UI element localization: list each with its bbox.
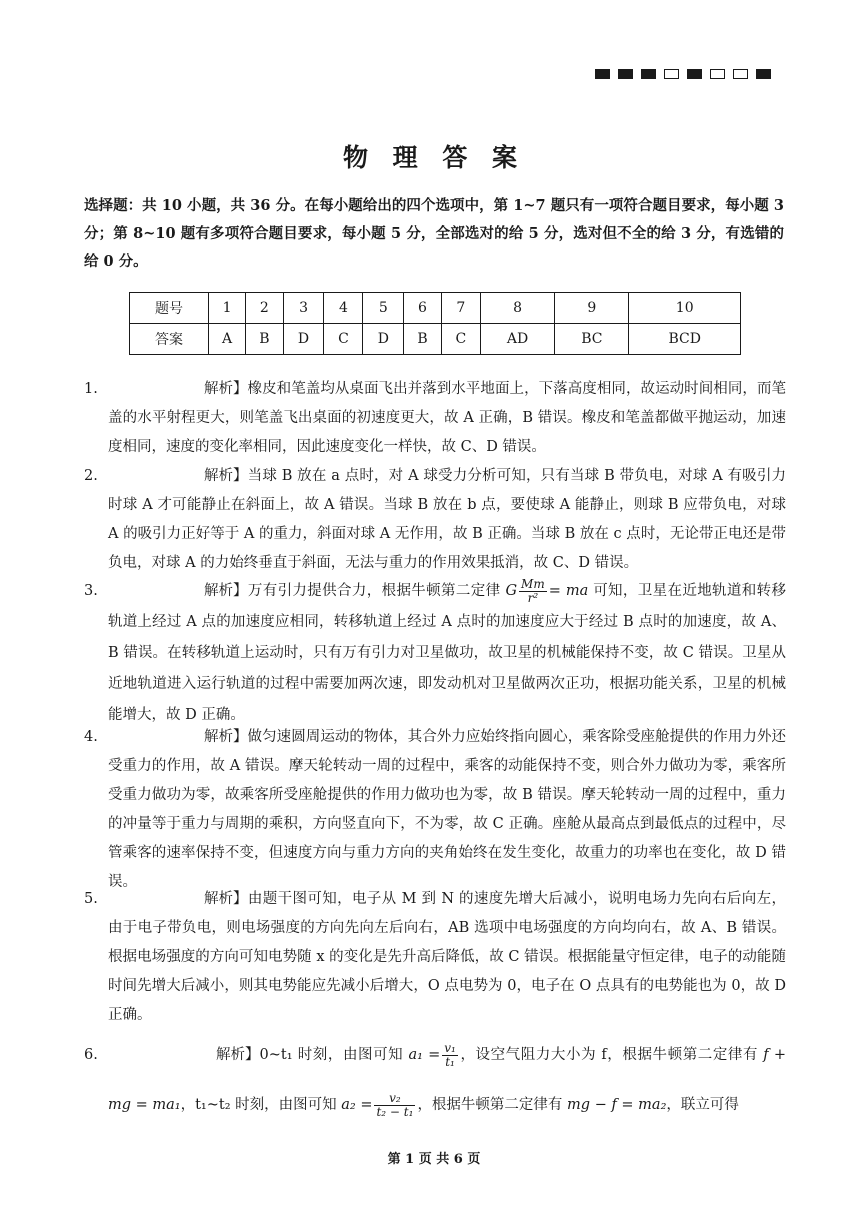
question-body xyxy=(108,462,786,578)
table-cell: 4 xyxy=(324,293,363,324)
formula-a1: a₁ = xyxy=(408,1047,441,1063)
table-cell: 7 xyxy=(441,293,480,324)
analysis-text: ，联立可得 xyxy=(666,1097,739,1113)
table-cell: 6 xyxy=(404,293,442,324)
question-body xyxy=(108,1030,786,1130)
header-mark xyxy=(687,69,702,79)
formula-a2: a₂ = xyxy=(341,1097,373,1113)
question-body xyxy=(108,375,786,462)
formula-eq2: mg − f = ma₂ xyxy=(567,1097,667,1113)
analysis-label: 解析】 xyxy=(204,381,248,397)
header-mark xyxy=(710,69,725,79)
table-header-cell: 题号 xyxy=(130,293,209,324)
section-intro: 选择题：共 10 小题，共 36 分。在每小题给出的四个选项中，第 1~7 题只有一项符合题目要求，每小题 3 分；第 8~10 题有多项符合题目要求，每小题 5 分，全部选对的给 5 分，选对但不全的给 3 分，有选错的给 0 分。 xyxy=(84,197,784,270)
analysis-text: 万有引力提供合力，根据牛顿第二定律 xyxy=(247,583,501,599)
question-body xyxy=(108,885,786,1030)
page-footer: 第 1 页 共 6 页 xyxy=(387,1152,481,1167)
analysis-text: 可知，卫星在近地轨道和转移轨道上经过 A 点的加速度应相同，转移轨道上经过 A 点时的加速度应大于经过 B 点时的加速度，故 A、B 错误。在转移轨道上运动时，只有万有引力对卫星做功，故卫星的机械能保持不变，故 C 错误。卫星从近地轨道进入运行轨道的过程中需要加两次速，即发动机对卫星做两次正功，根据功能关系，卫星的机械能增大，故 D 正确。 xyxy=(108,583,786,723)
fraction-denominator: t₂ − t₁ xyxy=(376,1104,414,1119)
table-cell: BCD xyxy=(629,324,741,355)
header-mark xyxy=(733,69,748,79)
question-number: 5. xyxy=(84,891,98,907)
analysis-label: 解析】 xyxy=(204,468,248,484)
header-mark xyxy=(618,69,633,79)
question-4 xyxy=(84,723,786,897)
analysis-label: 解析】 xyxy=(204,729,248,745)
question-number: 3. xyxy=(84,583,98,599)
question-number: 2. xyxy=(84,468,98,484)
analysis-label: 解析】 xyxy=(216,1047,260,1063)
analysis-label: 解析】 xyxy=(204,891,248,907)
analysis-text: 由题干图可知，电子从 M 到 N 的速度先增大后减小，说明电场力先向右后向左，由于电子带负电，则电场强度的方向先向左后向右，AB 选项中电场强度的方向均向右，故 A、B 错误。根据电场强度的方向可知电势随 x 的变化是先升高后降低，故 C 错误。根据能量守恒定律，电子的动能随时间先增大后减小，则其电势能应先减小后增大，O 点电势为 0，电子在 O 点具有的电势能也为 0，故 D 正确。 xyxy=(108,891,786,1023)
question-1 xyxy=(84,375,786,462)
header-mark xyxy=(641,69,656,79)
fraction-denominator: r² xyxy=(527,590,539,605)
question-5 xyxy=(84,885,786,1030)
analysis-text: 0~t₁ 时刻，由图可知 xyxy=(259,1047,404,1063)
analysis-text: 当球 B 放在 a 点时，对 A 球受力分析可知，只有当球 B 带负电，对球 A 有吸引力时球 A 才可能静止在斜面上，故 A 错误。当球 B 放在 b 点，要使球 A 能静止，则球 B 应带负电，对球 A 的吸引力正好等于 A 的重力，斜面对球 A 无作用，故 B 正确。当球 B 放在 c 点时，无论带正电还是带负电，对球 A 的力始终垂直于斜面，无法与重力的作用效果抵消，故 C、D 错误。 xyxy=(108,468,786,571)
table-cell: 10 xyxy=(629,293,741,324)
formula-g: G xyxy=(505,583,518,599)
table-cell: B xyxy=(404,324,442,355)
table-row xyxy=(130,293,741,324)
formula-fraction xyxy=(519,578,547,605)
question-number: 4. xyxy=(84,729,98,745)
table-cell: D xyxy=(283,324,324,355)
analysis-text: ，t₁~t₂ 时刻，由图可知 xyxy=(180,1097,337,1113)
table-cell: 8 xyxy=(480,293,554,324)
question-number: 1. xyxy=(84,381,98,397)
header-mark xyxy=(664,69,679,79)
analysis-text: 做匀速圆周运动的物体，其合外力应始终指向圆心，乘客除受座舱提供的作用力外还受重力的作用，故 A 错误。摩天轮转动一周的过程中，乘客的动能保持不变，则合外力做功为零，乘客所受重力做功为零，故乘客所受座舱提供的作用力做功也为零，故 B 错误。摩天轮转动一周的过程中，重力的冲量等于重力与周期的乘积，方向竖直向下，不为零，故 C 正确。座舱从最高点到最低点的过程中，尽管乘客的速率保持不变，但速度方向与重力方向的夹角始终在发生变化，故重力的功率也在变化，故 D 错误。 xyxy=(108,729,786,890)
table-cell: 1 xyxy=(209,293,246,324)
question-number: 6. xyxy=(84,1047,98,1063)
fraction-numerator: v₁ xyxy=(444,1040,456,1055)
header-marks xyxy=(595,69,771,79)
analysis-label: 解析】 xyxy=(204,583,248,599)
question-body xyxy=(108,723,786,897)
analysis-text: ，设空气阻力大小为 f，根据牛顿第二定律有 xyxy=(459,1047,759,1063)
table-cell: 5 xyxy=(363,293,404,324)
formula-rhs: = ma xyxy=(548,583,589,599)
question-6 xyxy=(84,1030,786,1130)
table-cell: D xyxy=(363,324,404,355)
table-cell: B xyxy=(246,324,284,355)
table-cell: 3 xyxy=(283,293,324,324)
question-body xyxy=(108,576,786,731)
question-2 xyxy=(84,462,786,578)
table-cell: 9 xyxy=(555,293,629,324)
header-mark xyxy=(595,69,610,79)
table-cell: C xyxy=(441,324,480,355)
table-cell: 2 xyxy=(246,293,284,324)
question-3 xyxy=(84,576,786,731)
fraction-denominator: t₁ xyxy=(445,1054,455,1069)
table-header-cell: 答案 xyxy=(130,324,209,355)
table-cell: C xyxy=(324,324,363,355)
page-title: 物 理 答 案 xyxy=(342,143,526,172)
fraction-numerator: Mm xyxy=(521,576,545,591)
analysis-text: 橡皮和笔盖均从桌面飞出并落到水平地面上，下落高度相同，故运动时间相同，而笔盖的水平射程更大，则笔盖飞出桌面的初速度更大，故 A 正确，B 错误。橡皮和笔盖都做平抛运动，加速度相同，速度的变化率相同，因此速度变化一样快，故 C、D 错误。 xyxy=(108,381,786,455)
formula-eq1: f + mg = ma₁ xyxy=(108,1047,787,1113)
answer-table xyxy=(129,292,741,355)
fraction-numerator: v₂ xyxy=(374,1092,415,1106)
table-row xyxy=(130,324,741,355)
table-cell: A xyxy=(209,324,246,355)
table-cell: BC xyxy=(555,324,629,355)
table-cell: AD xyxy=(480,324,554,355)
formula-fraction xyxy=(374,1092,415,1119)
header-mark xyxy=(756,69,771,79)
analysis-text: ，根据牛顿第二定律有 xyxy=(417,1097,563,1113)
formula-fraction xyxy=(442,1042,458,1069)
